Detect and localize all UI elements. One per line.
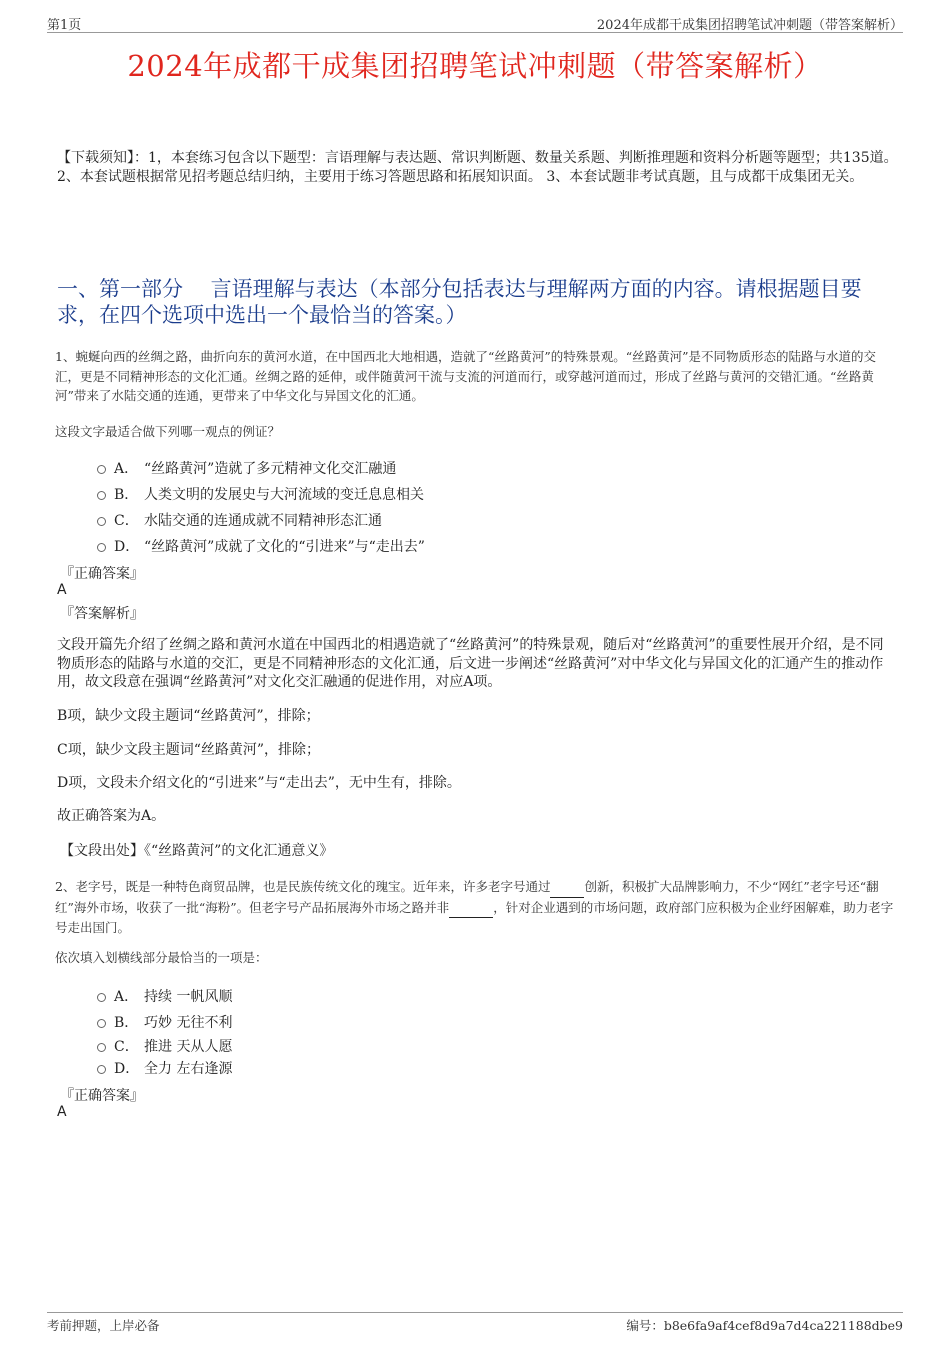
q1-option-b[interactable]: B． 人类文明的发展史与大河流域的变迁息息相关 [97, 484, 424, 504]
q1-analysis-c: C项，缺少文段主题词“丝路黄河”，排除； [57, 742, 321, 758]
q1-analysis-b: B项，缺少文段主题词“丝路黄河”，排除； [57, 708, 320, 724]
q1-stem: 1、蜿蜒向西的丝绸之路，曲折向东的黄河水道，在中国西北大地相遇，造就了“丝路黄河”的特殊景观。“丝路黄河”是不同物质形态的陆路与水道的交汇，更是不同精神形态的文化汇通。丝绸之路的延伸，或伴随黄河干流与支流的河道而行，或穿越河道而过，形成了丝路与黄河的交错汇通。“丝路黄河”带来了水陆交通的连通，更带来了中华文化与异国文化的汇通。 [55, 349, 877, 403]
q1-analysis-conclusion: 故正确答案为A。 [57, 808, 166, 824]
q1-correct-answer: A [57, 582, 67, 598]
q2-option-b[interactable]: B． 巧妙 无往不利 [97, 1012, 232, 1032]
q2-question: 依次填入划横线部分最恰当的一项是： [55, 950, 268, 965]
radio-icon[interactable] [97, 1019, 106, 1028]
q1-analysis-main: 文段开篇先介绍了丝绸之路和黄河水道在中国西北的相遇造就了“丝路黄河”的特殊景观，随后对“丝路黄河”的重要性展开介绍，是不同物质形态的陆路与水道的交汇，更是不同精神形态的文化汇通，后文进一步阐述“丝路黄河”对中华文化与异国文化的汇通产生的推动作用，故文段意在强调“丝路黄河”对文化交汇融通的促进作用，对应A项。 [57, 637, 884, 690]
radio-icon[interactable] [97, 1065, 106, 1074]
radio-icon[interactable] [97, 993, 106, 1002]
q1-analysis-label: 『答案解析』 [60, 606, 144, 622]
document-title: 2024年成都干成集团招聘笔试冲刺题（带答案解析） [127, 49, 823, 83]
q2-correct-label: 『正确答案』 [60, 1088, 144, 1104]
q1-question: 这段文字最适合做下列哪一观点的例证？ [55, 424, 281, 439]
fill-blank-1 [550, 877, 584, 898]
radio-icon[interactable] [97, 1043, 106, 1052]
q2-option-c[interactable]: C． 推进 天从人愿 [97, 1036, 232, 1056]
q1-option-d[interactable]: D． “丝路黄河”成就了文化的“引进来”与“走出去” [97, 536, 425, 556]
q1-option-c[interactable]: C． 水陆交通的连通成就不同精神形态汇通 [97, 510, 382, 530]
download-notice: 【下载须知】：1，本套练习包含以下题型：言语理解与表达题、常识判断题、数量关系题、判断推理题和资料分析题等题型；共135道。 2、本套试题根据常见招考题总结归纳，主要用于练习答题思路和拓展知识面。 3、本套试题非考试真题，且与成都干成集团无关。 [57, 150, 898, 185]
q1-source: 【文段出处】《“丝路黄河”的文化汇通意义》 [60, 843, 334, 859]
page-number: 第1页 [47, 18, 82, 33]
footer-slogan: 考前押题，上岸必备 [47, 1318, 160, 1333]
section-title: 一、第一部分 言语理解与表达（本部分包括表达与理解两方面的内容。请根据题目要求，在四个选项中选出一个最恰当的答案。） [57, 277, 862, 327]
radio-icon[interactable] [97, 465, 106, 474]
footer-doc-id: 编号：b8e6fa9af4cef8d9a7d4ca221188dbe9 [626, 1318, 903, 1333]
radio-icon[interactable] [97, 491, 106, 500]
q2-correct-answer: A [57, 1104, 67, 1120]
radio-icon[interactable] [97, 517, 106, 526]
q2-stem: 2、老字号，既是一种特色商贸品牌，也是民族传统文化的瑰宝。近年来，许多老字号通过 创新，积极扩大品牌影响力，不少“网红”老字号还“翻红”海外市场，收获了一批“海粉”。但老字号产品拓展海外市场之路并非 ，针对企业遇到的市场问题，政府部门应积极为企业纾困解难，助力老字号走出国门。 [55, 879, 894, 935]
header-doc-title: 2024年成都干成集团招聘笔试冲刺题（带答案解析） [596, 18, 903, 33]
q2-option-a[interactable]: A． 持续 一帆风顺 [97, 986, 232, 1006]
fill-blank-2 [449, 898, 493, 919]
page-header [47, 14, 903, 33]
q1-option-a[interactable]: A． “丝路黄河”造就了多元精神文化交汇融通 [97, 458, 396, 478]
q1-correct-label: 『正确答案』 [60, 566, 144, 582]
radio-icon[interactable] [97, 543, 106, 552]
q2-option-d[interactable]: D． 全力 左右逢源 [97, 1058, 232, 1078]
q1-analysis-d: D项，文段未介绍文化的“引进来”与“走出去”，无中生有，排除。 [57, 775, 461, 791]
page-footer [47, 1312, 903, 1333]
